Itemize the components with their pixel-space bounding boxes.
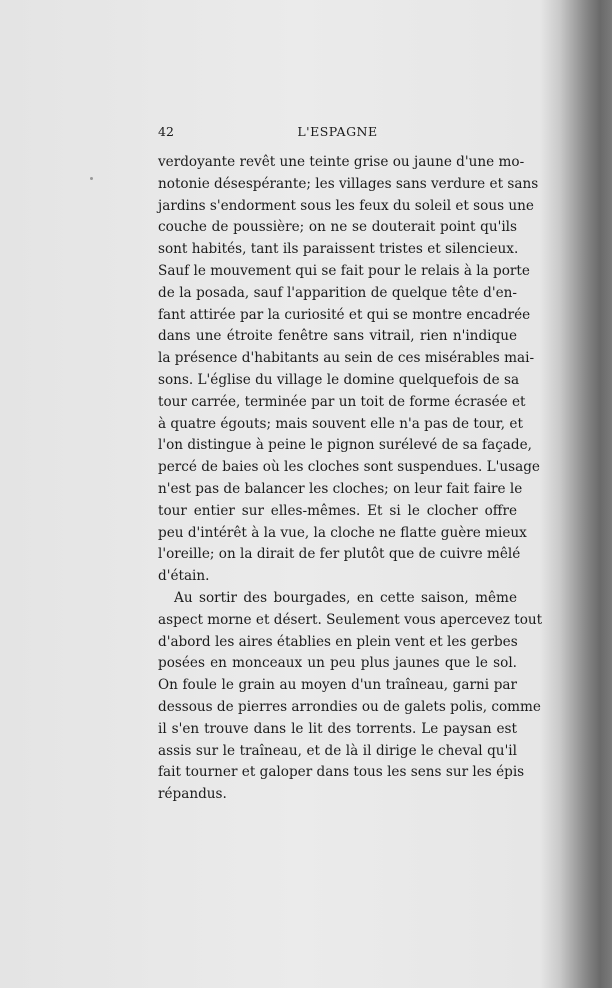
- page-number: 42: [158, 124, 174, 139]
- text-line: dans une étroite fenêtre sans vitrail, rien n'indique: [158, 328, 517, 345]
- text-line: sons. L'église du village le domine quelquefois de sa: [158, 371, 520, 388]
- text-line: couche de poussière; on ne se douterait point qu'ils: [158, 219, 517, 236]
- text-line: posées en monceaux un peu plus jaunes que le sol.: [158, 655, 517, 672]
- text-line: de la posada, sauf l'apparition de quelque tête d'en-: [158, 284, 517, 301]
- text-line: dessous de pierres arrondies ou de galets polis, comme: [158, 698, 541, 715]
- text-line: assis sur le traîneau, et de là il dirige le cheval qu'il: [158, 742, 517, 759]
- text-line: l'on distingue à peine le pignon surélevé de sa façade,: [158, 437, 532, 454]
- text-line: d'abord les aires établies en plein vent et les gerbes: [158, 633, 518, 650]
- text-line: n'est pas de balancer les cloches; on leur fait faire le: [158, 480, 523, 497]
- text-line: tour entier sur elles-mêmes. Et si le clocher offre: [158, 502, 517, 519]
- text-line: à quatre égouts; mais souvent elle n'a pas de tour, et: [158, 415, 523, 432]
- text-line: fant attirée par la curiosité et qui se montre encadrée: [158, 306, 531, 323]
- text-line: d'étain.: [158, 568, 210, 585]
- text-line: tour carrée, terminée par un toit de forme écrasée et: [158, 393, 526, 410]
- text-line: Sauf le mouvement qui se fait pour le relais à la porte: [158, 262, 530, 279]
- paragraph-2: [158, 588, 543, 806]
- text-line: On foule le grain au moyen d'un traîneau, garni par: [158, 677, 517, 694]
- text-line: l'oreille; on la dirait de fer plutôt que de cuivre mêlé: [158, 546, 521, 563]
- text-line: Au sortir des bourgades, en cette saison, même: [174, 589, 517, 606]
- paragraph-1: [158, 152, 540, 588]
- text-line: percé de baies où les cloches sont suspendues. L'usage: [158, 459, 540, 476]
- text-line: verdoyante revêt une teinte grise ou jaune d'une mo-: [158, 154, 525, 170]
- text-line: la présence d'habitants au sein de ces misérables mai-: [158, 350, 535, 367]
- text-line: fait tourner et galoper dans tous les sens sur les épis: [158, 764, 525, 781]
- text-line: il s'en trouve dans le lit des torrents. Le paysan est: [158, 720, 517, 737]
- text-line: sont habités, tant ils paraissent tristes et silencieux.: [158, 241, 519, 258]
- running-title: L'ESPAGNE: [297, 124, 378, 139]
- paper-speck: [90, 177, 93, 180]
- text-line: notonie désespérante; les villages sans verdure et sans: [158, 175, 539, 192]
- running-header: [158, 124, 517, 144]
- text-line: jardins s'endorment sous les feux du soleil et sous une: [158, 197, 534, 214]
- body-text: [158, 152, 543, 806]
- text-line: aspect morne et désert. Seulement vous apercevez tout: [158, 611, 543, 628]
- text-line: peu d'intérêt à la vue, la cloche ne flatte guère mieux: [158, 524, 527, 541]
- text-line: répandus.: [158, 786, 227, 803]
